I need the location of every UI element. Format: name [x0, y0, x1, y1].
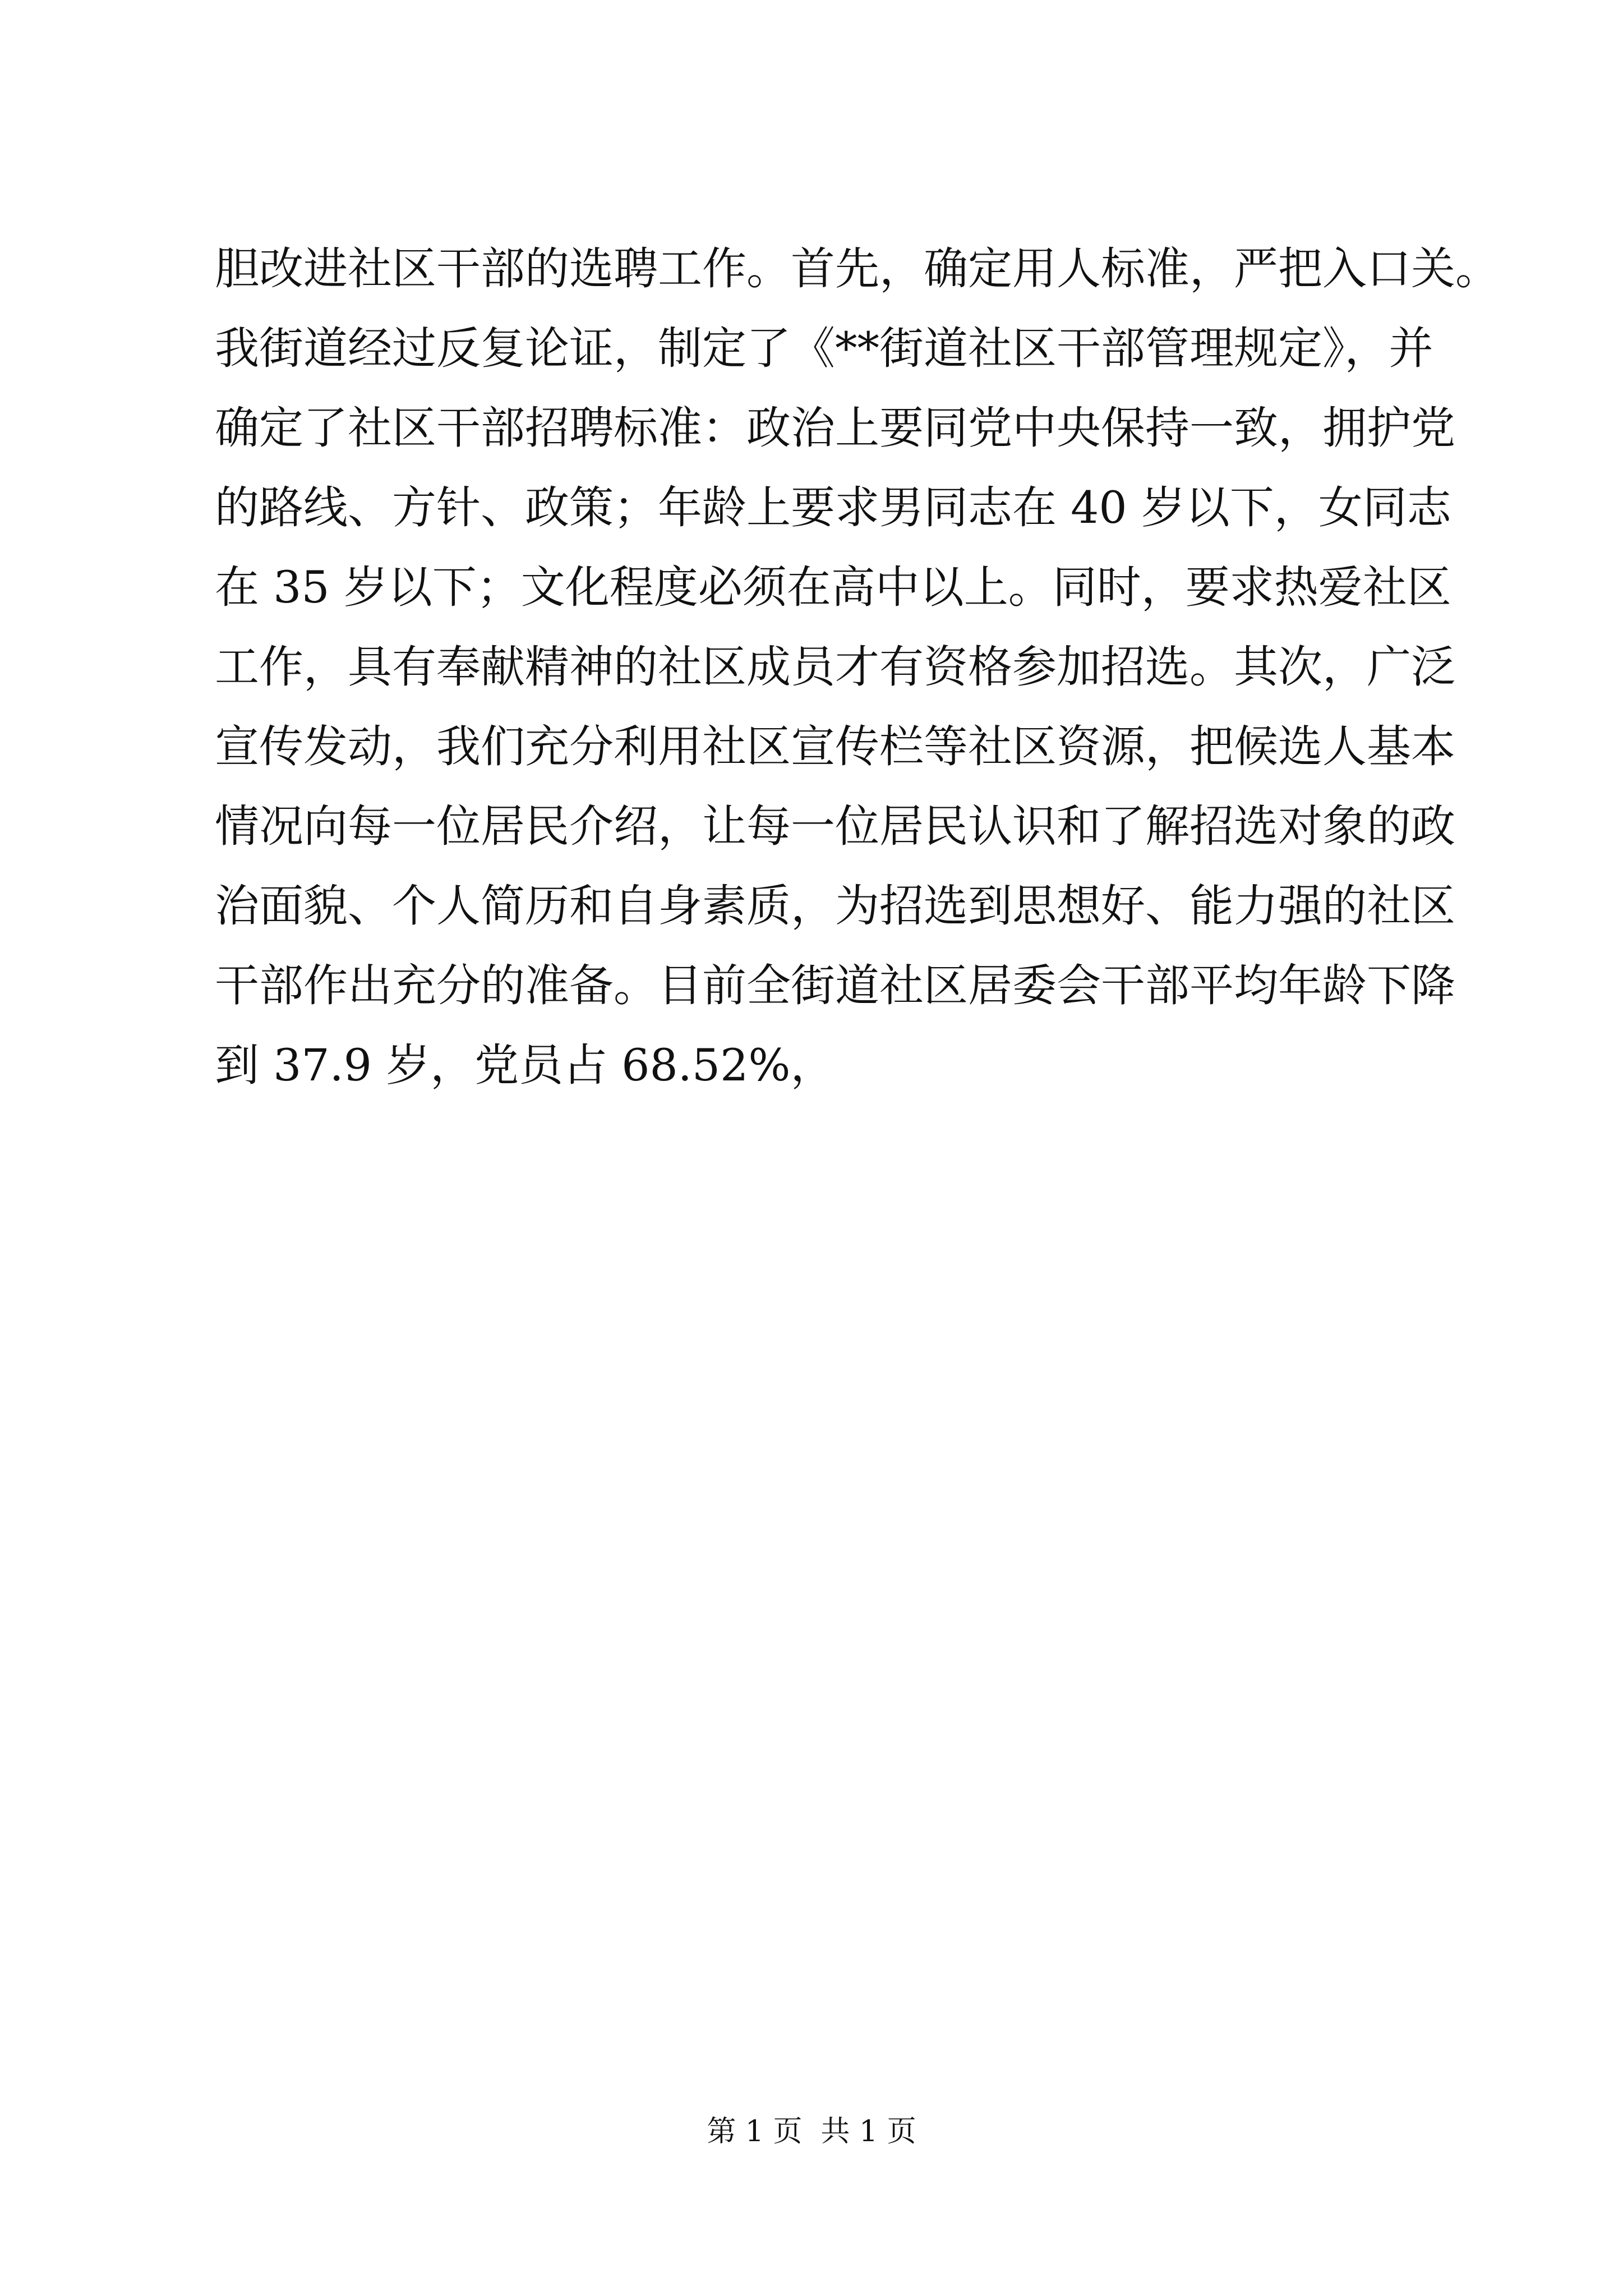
text-line-4: 的路线、方针、政策；年龄上要求男同志在 40 岁以下，女同志	[215, 482, 1451, 533]
body-paragraph	[215, 229, 1500, 1105]
text-line-10: 干部作出充分的准备。目前全街道社区居委会干部平均年龄下降	[215, 960, 1455, 1011]
text-line-11: 到 37.9 岁，党员占 68.52%，	[215, 1039, 835, 1091]
text-line-3: 确定了社区干部招聘标准：政治上要同党中央保持一致，拥护党	[215, 402, 1455, 454]
text-line-2: 我街道经过反复论证，制定了《**街道社区干部管理规定》，并	[215, 323, 1433, 374]
text-line-9: 治面貌、个人简历和自身素质，为招选到思想好、能力强的社区	[215, 880, 1455, 932]
text-line-5: 在 35 岁以下；文化程度必须在高中以上。同时，要求热爱社区	[215, 562, 1451, 613]
page-number-footer: 第 1 页 共 1 页	[707, 2115, 916, 2148]
text-line-8: 情况向每一位居民介绍，让每一位居民认识和了解招选对象的政	[215, 800, 1455, 852]
text-line-6: 工作，具有奉献精神的社区成员才有资格参加招选。其次，广泛	[215, 641, 1455, 693]
text-line-1: 胆改进社区干部的选聘工作。首先，确定用人标准，严把入口关。	[215, 243, 1500, 295]
text-line-7: 宣传发动，我们充分利用社区宣传栏等社区资源，把候选人基本	[215, 721, 1455, 772]
